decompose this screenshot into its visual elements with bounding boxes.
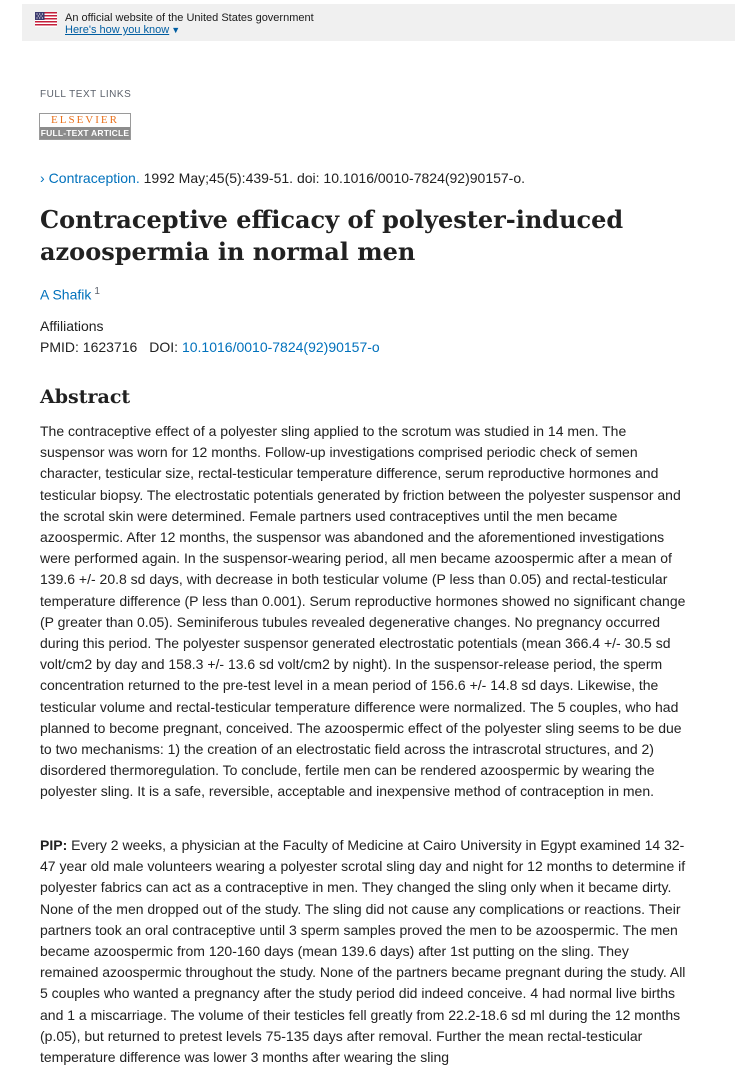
affiliations-toggle[interactable]: Affiliations <box>40 318 104 334</box>
full-text-links-heading: FULL TEXT LINKS <box>40 89 132 100</box>
citation-details: 1992 May;45(5):439-51. doi: 10.1016/0010-7824(92)90157-o. <box>139 170 526 186</box>
heres-how-you-know-label: Here's how you know <box>65 24 170 36</box>
abstract-text: The contraceptive effect of a polyester sling applied to the scrotum was studied in 14 men. The suspensor was worn for 12 months. Follow-up investigations comprised periodic check of semen character, testicular size, rectal-testicular temperature difference, serum reproductive hormones and testicular biopsy. The electrostatic potentials generated by friction between the polyester suspensor and the scrotal skin were determined. Female partners used contraceptives until the men became azoospermic. After 12 months, the suspensor was abandoned and the aforementioned investigations were performed again. In the suspensor-wearing period, all men became azoospermic after a mean of 139.6 +/- 20.8 sd days, with decrease in both testicular volume (P less than 0.05) and rectal-testicular temperature difference (P less than 0.001). Serum reproductive hormones showed no significant change (P greater than 0.05). Seminiferous tubules revealed degenerative changes. No pregnancy occurred during this period. The polyester suspensor generated electrostatic potentials (mean 366.4 +/- 30.5 sd volt/cm2 by day and 158.3 +/- 13.6 sd volt/cm2 by night). In the suspensor-release period, the sperm concentration returned to the pre-test level in a mean period of 156.6 +/- 14.8 sd days. Likewise, the testicular volume and rectal-testicular temperature difference were normalized. The 5 couples, who had planned to become pregnant, conceived. The azoospermic effect of the polyester sling seems to be due to two mechanisms: 1) the creation of an electrostatic field across the intrascrotal structures, and 2) disordered thermoregulation. To conclude, fertile men can be rendered azoospermic by wearing the polyester sling. It is a safe, reversible, acceptable and inexpensive method of contraception in men. <box>40 423 686 800</box>
us-flag-icon <box>35 12 57 27</box>
doi-label: DOI: <box>149 339 182 355</box>
elsevier-full-text-label: FULL-TEXT ARTICLE <box>40 128 130 138</box>
chevron-right-icon: › <box>40 170 45 186</box>
gov-banner-text: An official website of the United States government <box>65 12 314 24</box>
authors-list <box>40 286 100 303</box>
journal-link[interactable]: Contraception. <box>48 170 140 186</box>
chevron-down-icon: ▼ <box>171 25 181 35</box>
gov-banner <box>22 4 735 41</box>
author-affiliation-ref[interactable]: 1 <box>94 286 100 297</box>
pip-text: Every 2 weeks, a physician at the Faculty of Medicine at Cairo University in Egypt examined 14 32-47 year old male volunteers wearing a polyester scrotal sling day and night for 12 months to determine if polyester fabrics can act as a contraceptive in men. They changed the sling only when it became dirty. None of the men dropped out of the study. The sling did not cause any complications or reactions. Their partners took an oral contraceptive until 3 sperm samples proved the men to be azoospermic. The men became azoospermic from 120-160 days (mean 139.6 days) after 1st putting on the sling. They remained azoospermic throughout the study. None of the partners became pregnant during the study. All 5 couples who wanted a pregnancy after the study period did indeed conceive. 4 had normal live births and 1 a miscarriage. The volume of their testicles fell greatly from 22.2-18.6 sd ml during the 12 months (p.05), but returned to pretest levels 75-135 days after removal. Further the mean rectal-testicular temperature difference was lower 3 months after wearing the sling <box>40 837 686 1066</box>
elsevier-full-text-button[interactable] <box>39 113 131 140</box>
citation <box>40 170 525 186</box>
abstract-heading: Abstract <box>40 386 131 408</box>
heres-how-you-know-link[interactable] <box>65 24 180 36</box>
pip-label: PIP: <box>40 837 68 853</box>
pip-paragraph <box>40 835 688 1068</box>
article-title: Contraceptive efficacy of polyester-induced azoospermia in normal men <box>40 205 624 266</box>
pmid: PMID: 1623716 <box>40 339 138 355</box>
elsevier-logo-text: ELSEVIER <box>51 114 119 126</box>
author-link[interactable]: A Shafik <box>40 286 92 303</box>
doi-link[interactable]: 10.1016/0010-7824(92)90157-o <box>181 339 380 355</box>
article-identifiers <box>40 339 380 355</box>
